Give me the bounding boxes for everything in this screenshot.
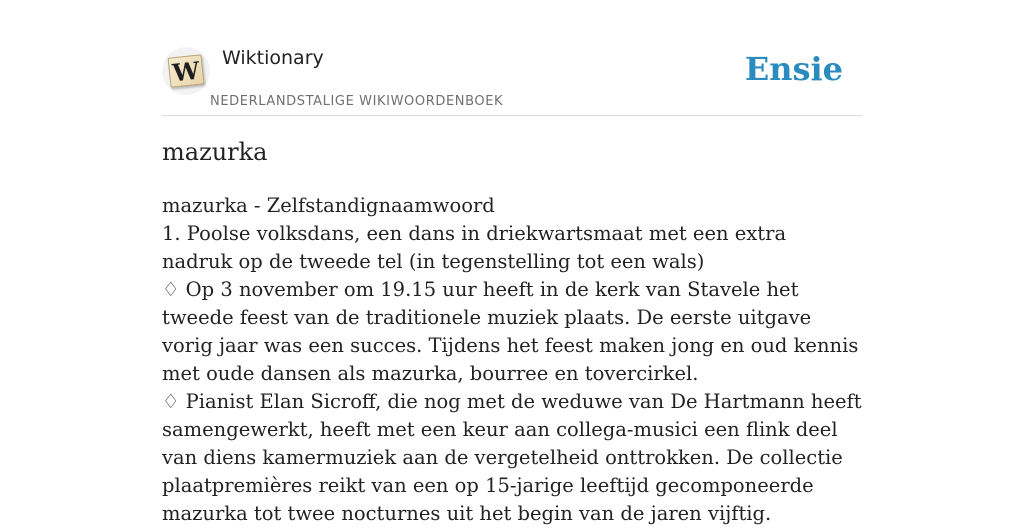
example-sentence: ♢ Pianist Elan Sicroff, die nog met de weduwe van De Hartmann heeft samengewerkt, heeft met een keur aan collega-musici een flink deel van diens kamermuziek aan de vergetelheid onttrokken. De collectie plaatpremières reikt van een op 15-jarige leeftijd gecomponeerde mazurka tot twee nocturnes uit het begin van de jaren vijftig. — [162, 390, 862, 525]
part-of-speech: mazurka - Zelfstandignaamwoord — [162, 194, 495, 217]
page-title: mazurka — [162, 138, 268, 166]
wiktionary-logo[interactable] — [162, 47, 210, 95]
ensie-brand-link[interactable]: Ensie — [744, 50, 843, 88]
definition: 1. Poolse volksdans, een dans in driekwartsmaat met een extra nadruk op de tweede tel (in tegenstelling tot een wals) — [162, 222, 787, 273]
entry-content — [162, 192, 862, 528]
site-header — [162, 40, 862, 116]
wiktionary-logo-tile: W — [168, 54, 205, 87]
site-name[interactable]: Wiktionary — [222, 47, 324, 69]
example-sentence: ♢ Op 3 november om 19.15 uur heeft in de kerk van Stavele het tweede feest van de traditionele muziek plaats. De eerste uitgave vorig jaar was een succes. Tijdens het feest maken jong en oud kennis met oude dansen als mazurka, bourree en tovercirkel. — [162, 278, 859, 385]
site-tagline: NEDERLANDSTALIGE WIKIWOORDENBOEK — [210, 94, 504, 109]
